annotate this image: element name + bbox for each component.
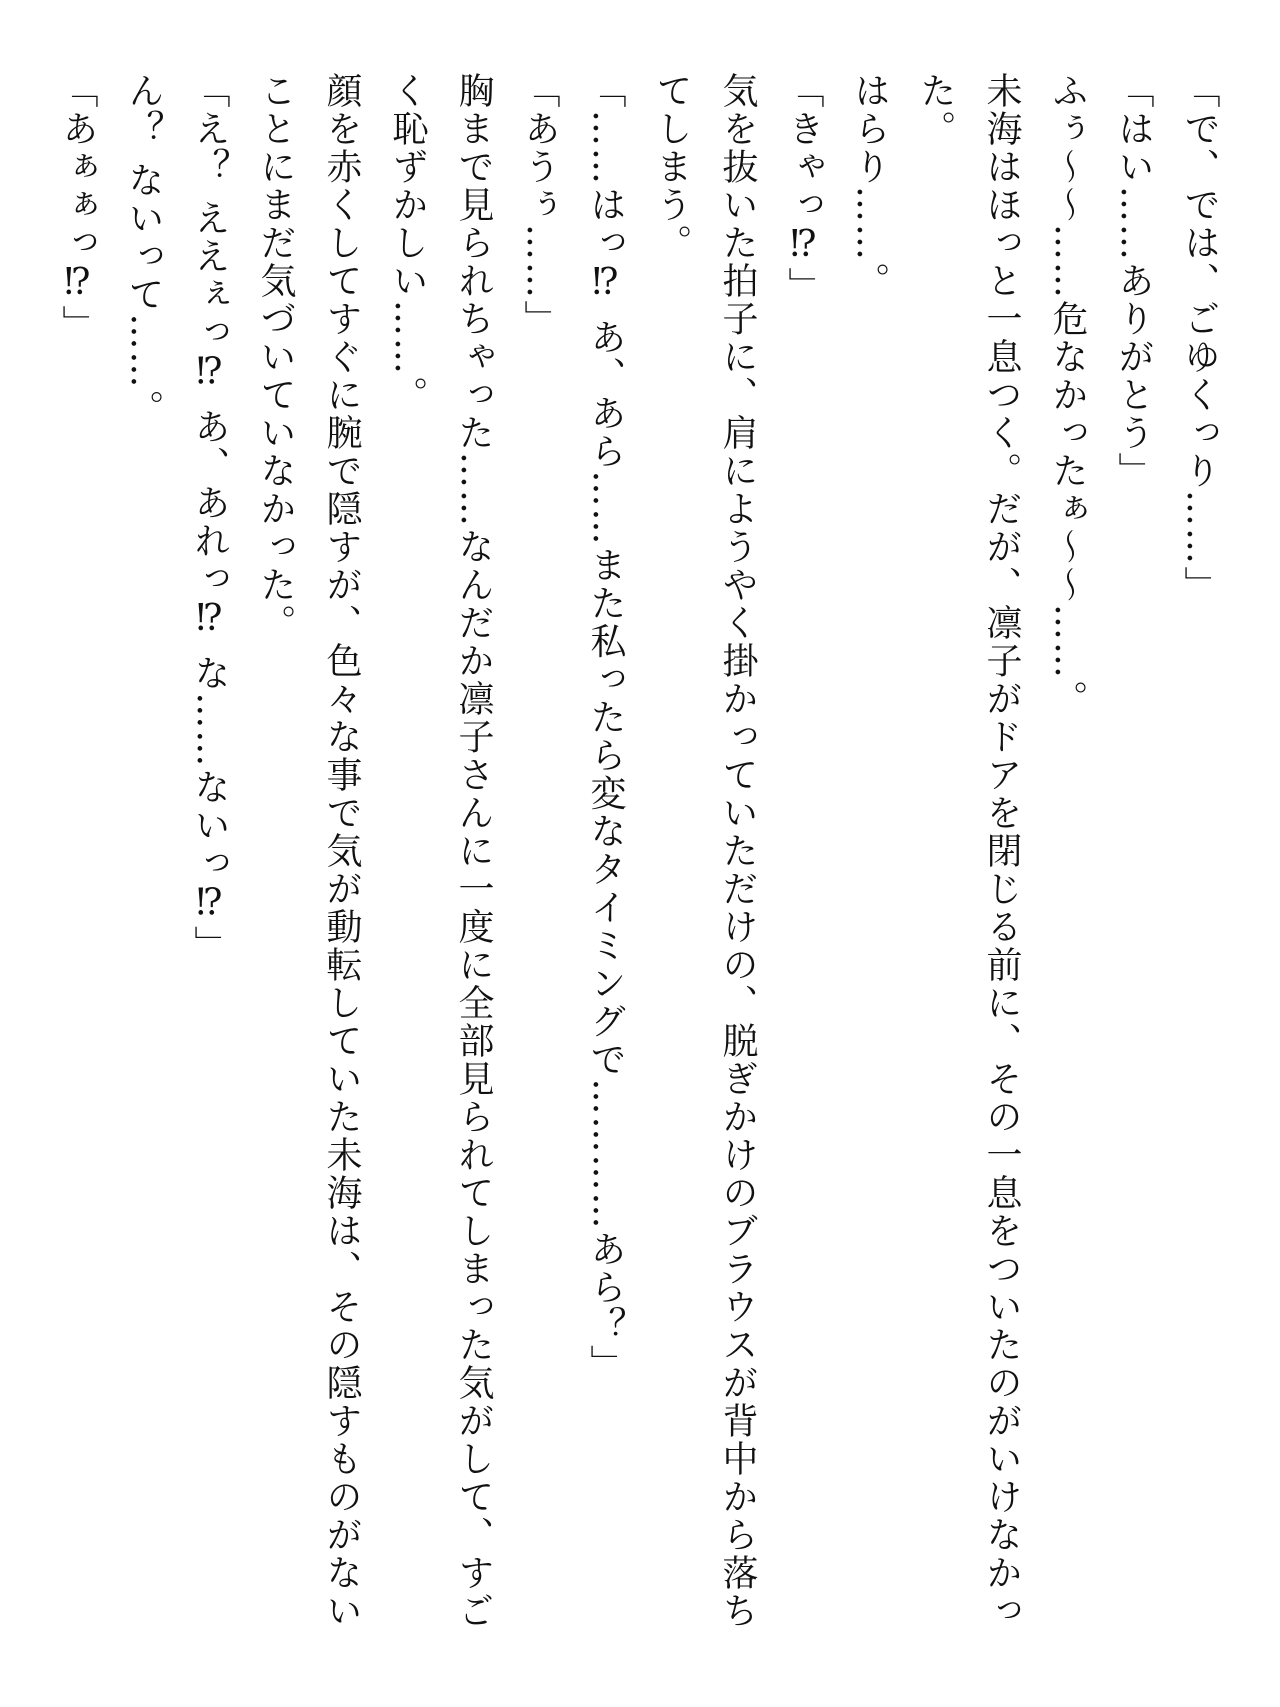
narration-line: ん？ ないって……。 <box>123 72 164 428</box>
dialogue-line: 「あぁぁっ⁉」 <box>57 72 98 343</box>
narration-paragraph: 胸まで見られちゃった……なんだか凛子さんに一度に全部見られてしまった気がして、すごく恥ずかしい……。 <box>387 72 494 1630</box>
narration-paragraph: 顔を赤くしてすぐに腕で隠すが、色々な事で気が動転していた未海は、その隠すものがないことにまだ気づいていなかった。 <box>255 72 362 1630</box>
dialogue-line: 「あうぅ……」 <box>519 72 560 338</box>
dialogue-line: 「……はっ⁉ あ、あら……また私ったら変なタイミングで…………あら？」 <box>585 72 626 1383</box>
dialogue-line: 「きゃっ⁉」 <box>783 72 824 305</box>
narration-line: ふぅ〜〜……危なかったぁ〜〜……。 <box>1047 72 1088 718</box>
narration-line: はらり……。 <box>849 72 890 300</box>
dialogue-line: 「で、では、ごゆくっり……」 <box>1179 72 1220 604</box>
vertical-text-block <box>44 72 1232 1652</box>
dialogue-line: 「え？ ええぇっ⁉ あ、あれっ⁉ な……ないっ⁉」 <box>189 72 230 964</box>
narration-paragraph: 気を抜いた拍子に、肩にようやく掛かっていただけの、脱ぎかけのブラウスが背中から落ちてしまう。 <box>651 72 758 1630</box>
dialogue-line: 「はい……ありがとう」 <box>1113 72 1154 490</box>
narration-paragraph: 未海はほっと一息つく。だが、凛子がドアを閉じる前に、その一息をついたのがいけなかった。 <box>915 72 1022 1630</box>
